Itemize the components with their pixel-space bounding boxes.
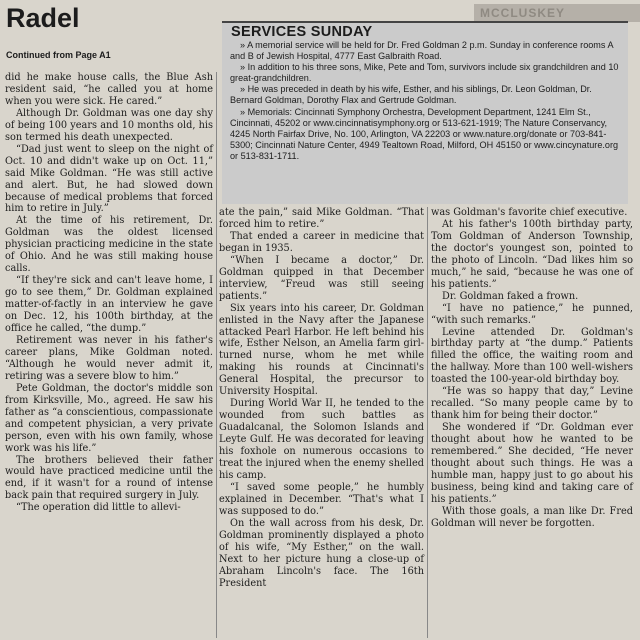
page-headline: Radel <box>6 3 80 33</box>
article-column-2 <box>219 207 424 590</box>
paragraph: “When I became a doctor,” Dr. Goldman quipped in that December interview, “Freud was still seeing patients.” <box>219 254 424 302</box>
paragraph: With those goals, a man like Dr. Fred Goldman will never be forgotten. <box>431 505 633 529</box>
paragraph: “He was so happy that day,” Levine recalled. “So many people came by to thank him for being their doctor.” <box>431 386 633 422</box>
services-title: SERVICES SUNDAY <box>231 24 373 40</box>
services-item: » Memorials: Cincinnati Symphony Orchestra, Development Department, 1241 Elm St., Cincinnati, 45202 or www.cincinnatisymphony.org or 513-621-1919; The Nature Conservancy, 4245 North Fairfax Drive, No. 100, Arlington, VA 22203 or www.nature.org/donate or 703-841-5300; Cincinnati Nature Center, 4949 Tealtown Road, Milford, OH 45150 or www.cincynature.org or 513-831-1711. <box>230 106 619 161</box>
paragraph: She wondered if “Dr. Goldman ever thought about how he wanted to be remembered.” She decided, “He never thought about such things. He was a humble man, happy just to go about his business, being kind and taking care of his patients.” <box>431 422 633 505</box>
paragraph: That ended a career in medicine that began in 1935. <box>219 230 424 254</box>
article-column-1 <box>5 72 213 514</box>
paragraph: On the wall across from his desk, Dr. Goldman prominently displayed a photo of his wife, “My Esther,” on the wall. Next to her picture hung a close-up of Abraham Lincoln's face. The 16th President <box>219 517 424 589</box>
paragraph: Levine attended Dr. Goldman's birthday party at “the dump.” Patients filled the office, the waiting room and the hallway. More than 100 well-wishers toasted the 100-year-old birthday boy. <box>431 326 633 386</box>
paragraph: “I saved some people,” he humbly explained in December. “That's what I was supposed to do.” <box>219 481 424 517</box>
paragraph: During World War II, he tended to the wounded from such battles as Guadalcanal, the Solomon Islands and Leyte Gulf. He was decorated for leaving his foxhole on numerous occasions to treat the injured when the enemy shelled his camp. <box>219 398 424 481</box>
paragraph: Six years into his career, Dr. Goldman enlisted in the Navy after the Japanese attacked Pearl Harbor. He left behind his wife, Esther Nelson, an Amelia farm girl-turned nurse, whom he met while making his rounds at Cincinnati's General Hospital, the precursor to University Hospital. <box>219 302 424 398</box>
paragraph: Pete Goldman, the doctor's middle son from Kirksville, Mo., agreed. He saw his father as “a conscientious, compassionate and competent physician, a very private person, even with his own family, whose work was his life.” <box>5 382 213 454</box>
continued-line: Continued from Page A1 <box>6 50 111 60</box>
paragraph: Dr. Goldman faked a frown. <box>442 290 579 302</box>
paragraph: “The operation did little to allevi- <box>16 502 181 514</box>
services-item: » A memorial service will be held for Dr. Fred Goldman 2 p.m. Sunday in conference rooms A and B of Jewish Hospital, 4777 East Galbraith Road. <box>230 40 614 62</box>
ad-banner: MCCLUSKEY <box>474 4 640 22</box>
services-item: » In addition to his three sons, Mike, Pete and Tom, survivors include six grandchildren and 10 great-grandchildren. <box>230 62 619 84</box>
paragraph: At the time of his retirement, Dr. Goldman was the oldest licensed physician practicing medicine in the state of Ohio. And he was still making house calls. <box>5 215 213 275</box>
services-item: » He was preceded in death by his wife, Esther, and his siblings, Dr. Leon Goldman, Dr. Bernard Goldman, Dorothy Flax and Gertrude Goldman. <box>230 84 592 106</box>
paragraph: did he make house calls, the Blue Ash resident said, “he called you at home when you were sick. He cared.” <box>5 72 213 107</box>
paragraph: At his father's 100th birthday party, Tom Goldman of Anderson Township, the doctor's youngest son, pointed to the photo of Lincoln. “Dad likes him so much,” he said, “because he was one of his patients.” <box>431 218 633 290</box>
paragraph: “I have no patience,” he punned, “with such remarks.” <box>431 302 633 326</box>
paragraph: was Goldman's favorite chief executive. <box>431 207 628 218</box>
column-rule <box>427 207 428 638</box>
article-column-3 <box>431 207 633 530</box>
paragraph: ate the pain,” said Mike Goldman. “That forced him to retire.” <box>219 207 424 230</box>
services-box <box>222 21 628 204</box>
paragraph: “Dad just went to sleep on the night of Oct. 10 and didn't wake up on Oct. 11,” said Mike Goldman. “He was still active and alert. But, he had slowed down because of medical problems that forced him to retire in July.” <box>5 143 213 215</box>
paragraph: The brothers believed their father would have practiced medicine until the end, if it wasn't for a round of intense back pain that required surgery in July. <box>5 454 213 502</box>
paragraph: Although Dr. Goldman was one day shy of being 100 years and 10 months old, his son termed his death unexpected. <box>5 107 213 143</box>
column-rule <box>216 72 217 638</box>
paragraph: “If they're sick and can't leave home, I go to see them,” Dr. Goldman explained matter-of-factly in an interview he gave on Dec. 12, his 100th birthday, at the office he called, “the dump.” <box>5 275 213 335</box>
paragraph: Retirement was never in his father's career plans, Mike Goldman noted. “Although he would never admit it, retiring was a severe blow to him.” <box>5 334 213 382</box>
